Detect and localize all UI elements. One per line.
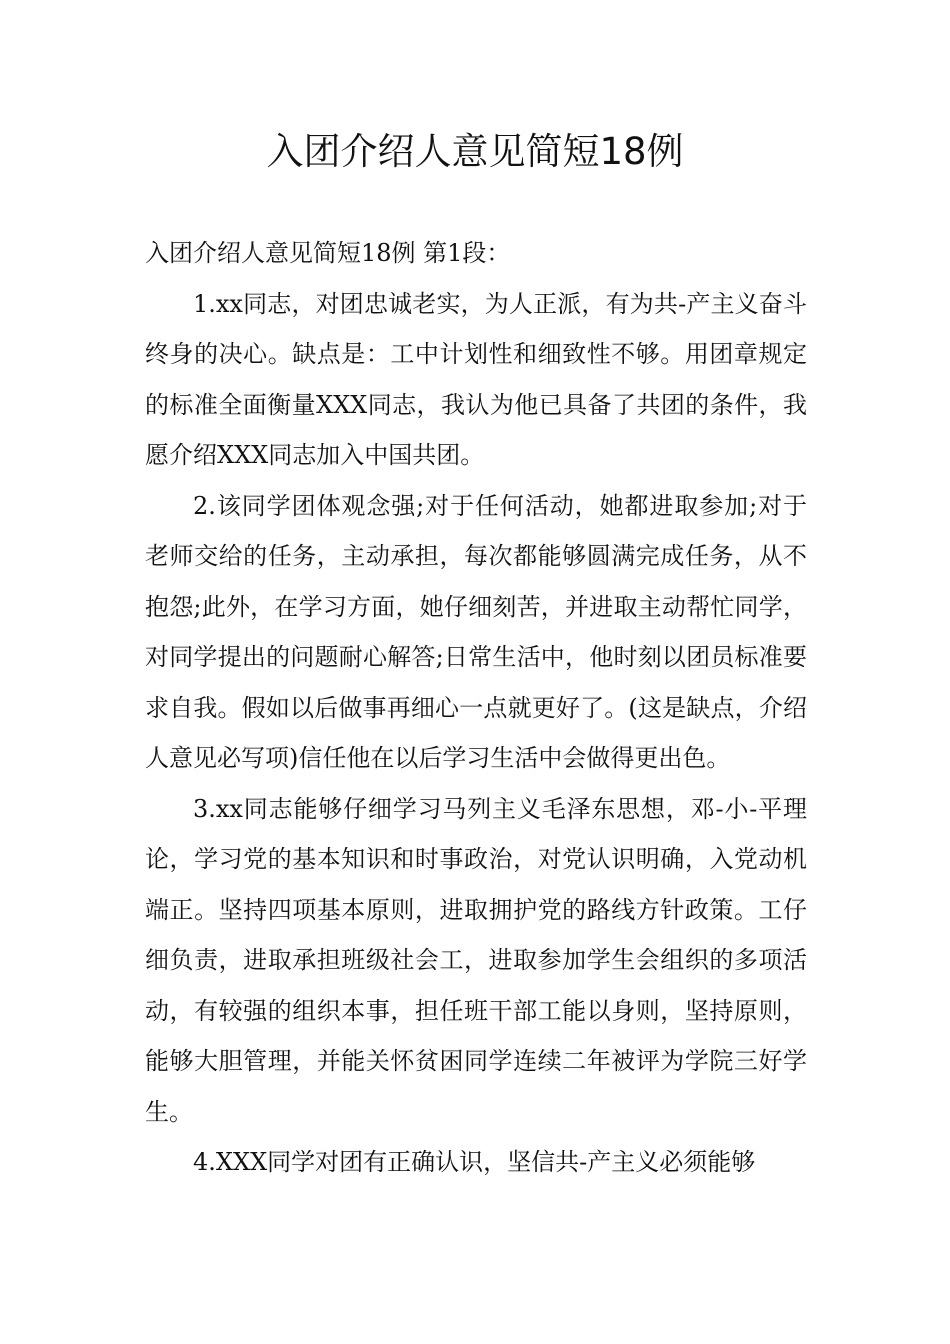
paragraph-item-1: 1.xx同志，对团忠诚老实，为人正派，有为共-产主义奋斗终身的决心。缺点是：工中计划性和细致性不够。用团章规定的标准全面衡量XXX同志，我认为他已具备了共团的条件，我愿介绍XXX同志加入中国共团。	[145, 289, 807, 469]
paragraph-item-2: 2.该同学团体观念强;对于任何活动，她都进取参加;对于老师交给的任务，主动承担，每次都能够圆满完成任务，从不抱怨;此外，在学习方面，她仔细刻苦，并进取主动帮忙同学，对同学提出的问题耐心解答;日常生活中，他时刻以团员标准要求自我。假如以后做事再细心一点就更好了。(这是缺点，介绍人意见必写项)信任他在以后学习生活中会做得更出色。	[145, 491, 807, 772]
paragraph-item-4: 4.XXX同学对团有正确认识，坚信共-产主义必须能够	[193, 1148, 756, 1176]
document-title: 入团介绍人意见简短18例	[266, 130, 684, 173]
paragraph-intro: 入团介绍人意见简短18例 第1段：	[145, 239, 511, 267]
paragraph-item-3: 3.xx同志能够仔细学习马列主义毛泽东思想，邓-小-平理论，学习党的基本知识和时事政治，对党认识明确，入党动机端正。坚持四项基本原则，进取拥护党的路线方针政策。工仔细负责，进取承担班级社会工，进取参加学生会组织的多项活动，有较强的组织本事，担任班干部工能以身则，坚持原则，能够大胆管理，并能关怀贫困同学连续二年被评为学院三好学生。	[145, 794, 807, 1126]
document-body	[145, 228, 807, 1188]
